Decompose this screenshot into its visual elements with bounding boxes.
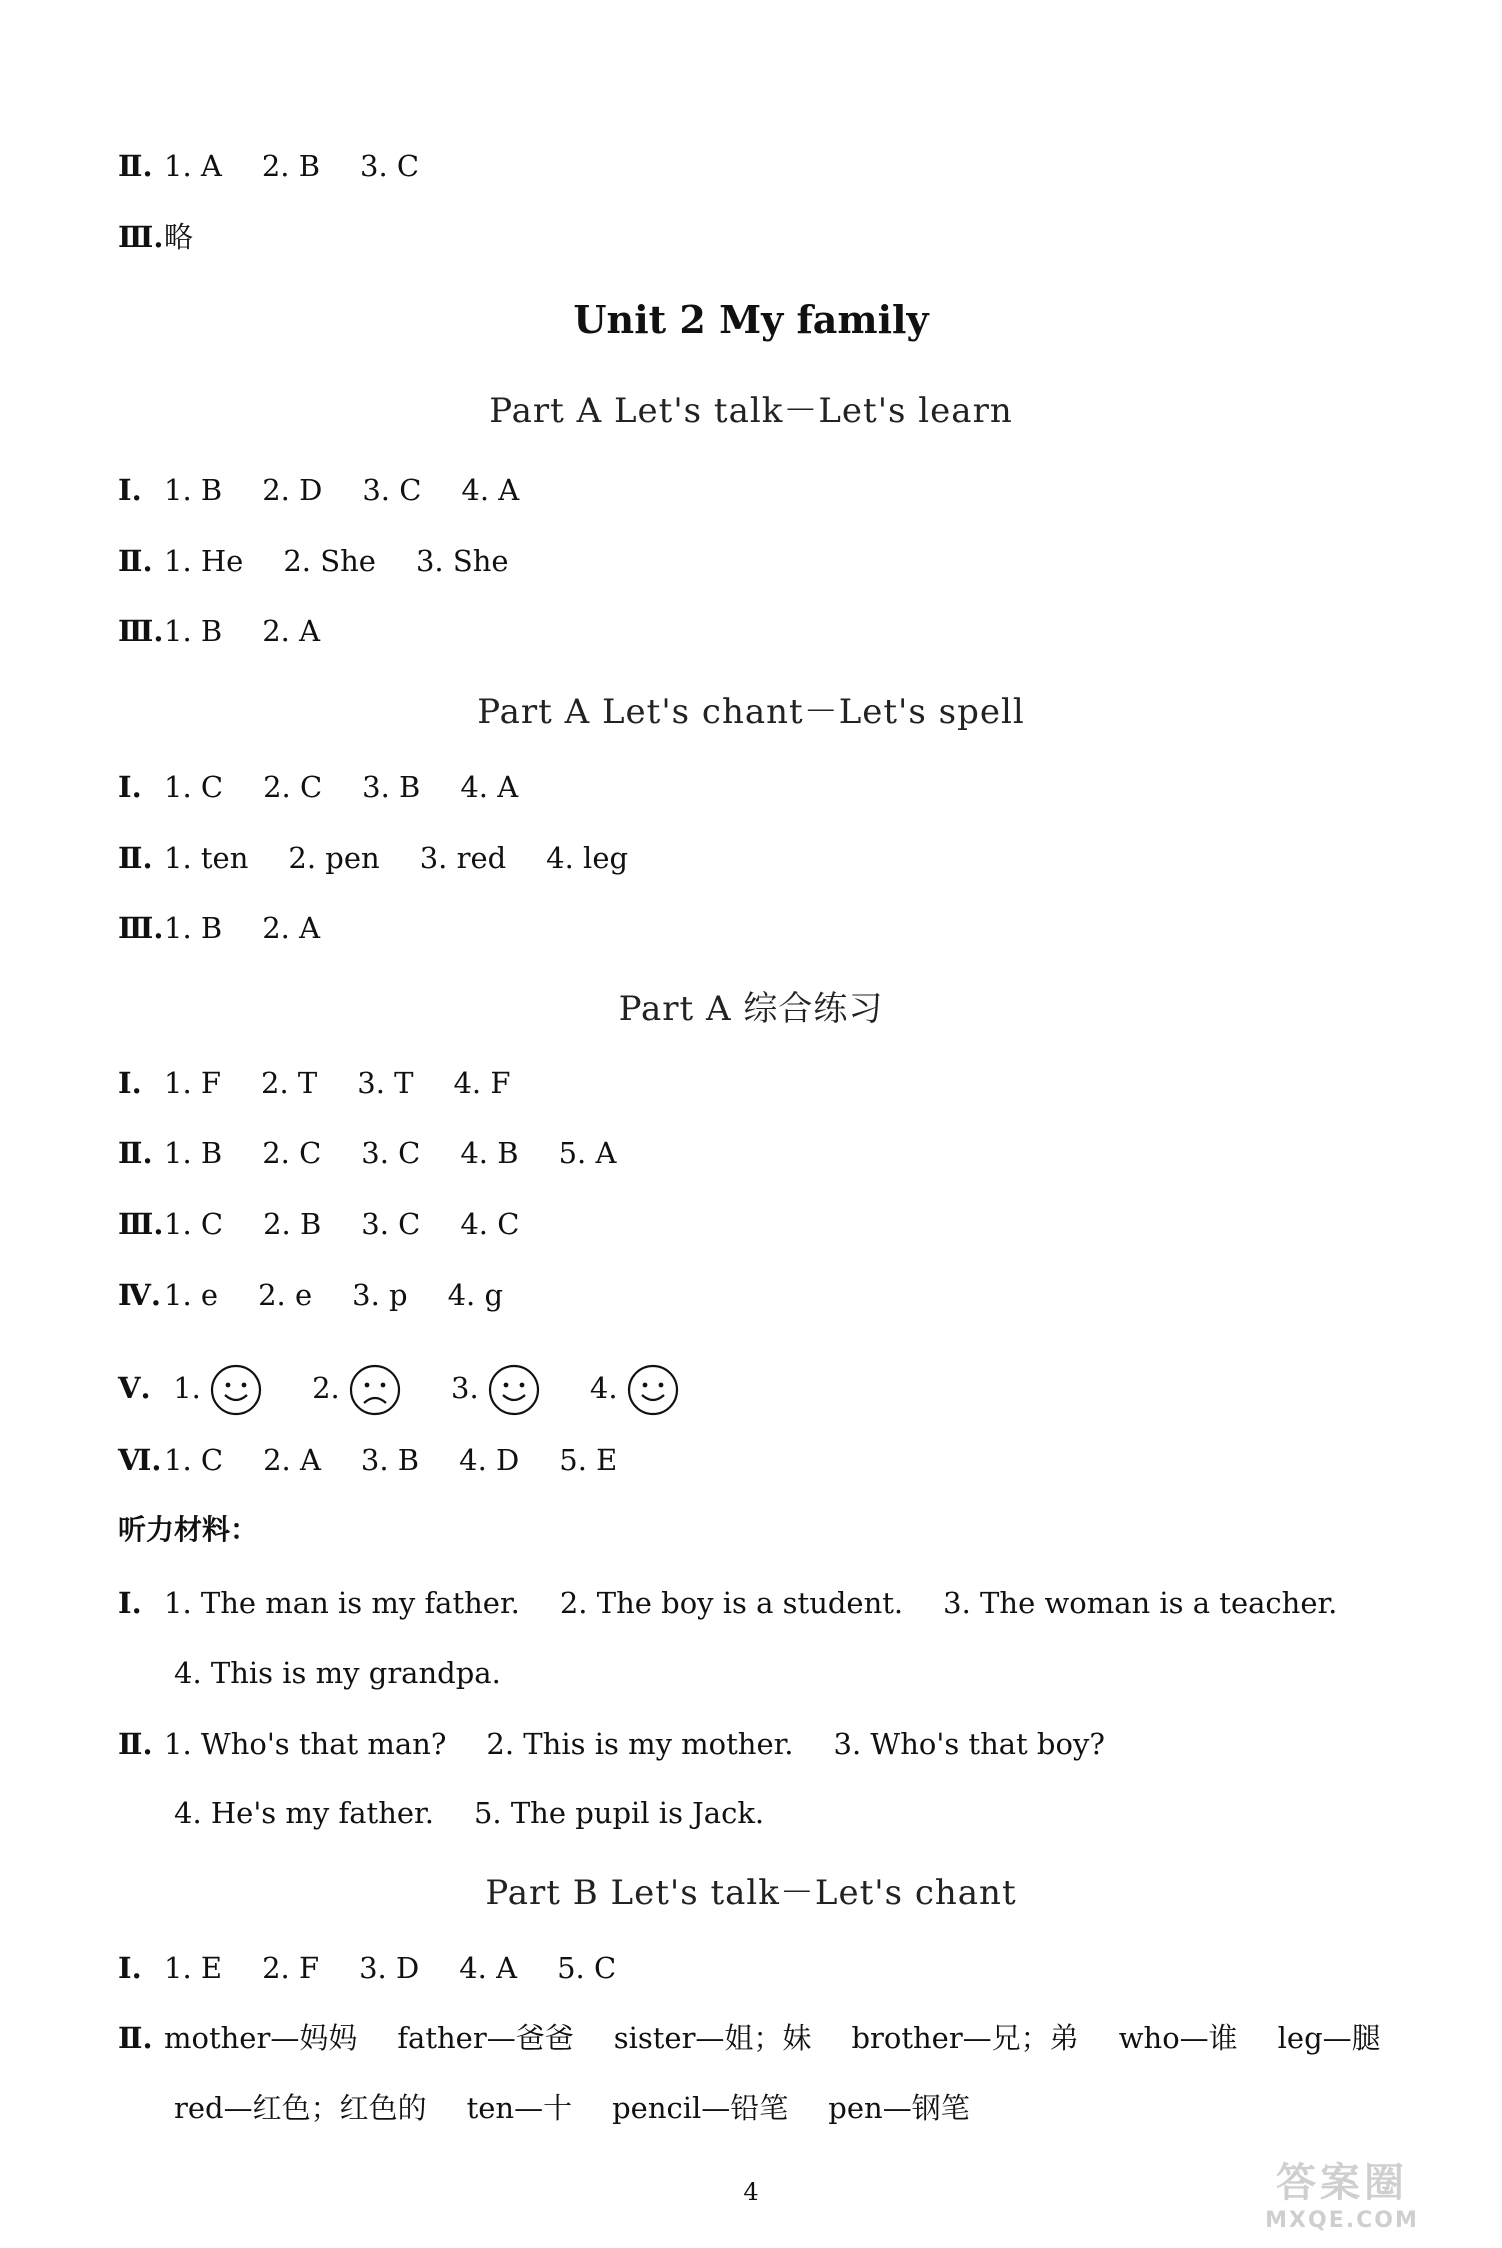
vocab-pair: brother—兄；弟 — [851, 2021, 1079, 2055]
answer-label: 3. — [451, 1371, 479, 1405]
section-numeral: Ⅲ. — [118, 911, 164, 945]
part-a-talk-line-1 — [118, 470, 519, 510]
part-a-talk-title: Part A Let's talk－Let's learn — [489, 391, 1013, 431]
answer: 2. A — [262, 911, 321, 945]
vocab-pair: mother—妈妈 — [164, 2021, 358, 2055]
answer: 4. A — [459, 1951, 518, 1985]
answer: 3. p — [352, 1278, 408, 1312]
listening-sentence: 1. Who's that man? — [164, 1727, 447, 1761]
part-b-line-2 — [118, 2018, 1381, 2058]
part-a-chant-title: Part A Let's chant－Let's spell — [477, 692, 1025, 732]
face-answer-1 — [173, 1363, 263, 1417]
answer: 1. B — [164, 911, 223, 945]
answer: 1. E — [164, 1951, 223, 1985]
answer-label: 1. — [173, 1371, 201, 1405]
answer: 3. D — [359, 1951, 420, 1985]
answer: 4. C — [460, 1207, 520, 1241]
listening-sentence: 3. The woman is a teacher. — [943, 1586, 1338, 1620]
answer: 4. A — [461, 473, 520, 507]
section-numeral: Ⅱ. — [118, 2021, 153, 2055]
face-answer-4 — [590, 1363, 680, 1417]
section-numeral: Ⅰ. — [118, 1951, 142, 1985]
answer: 略 — [164, 220, 194, 254]
answer: 2. A — [262, 614, 321, 648]
answer: 1. B — [164, 1136, 223, 1170]
section-numeral: Ⅰ. — [118, 770, 142, 804]
answer: 5. E — [559, 1443, 618, 1477]
vocab-pair: ten—十 — [466, 2091, 573, 2125]
listening-sentence: 5. The pupil is Jack. — [473, 1796, 765, 1830]
page-number: 4 — [743, 2178, 759, 2206]
answer: 1. F — [164, 1066, 222, 1100]
part-a-review-title: Part A 综合练习 — [618, 989, 884, 1029]
part-a-chant-line-2 — [118, 838, 628, 878]
part-a-review-line-6 — [118, 1440, 617, 1480]
section-numeral: Ⅲ. — [118, 614, 164, 648]
part-a-review-line-2 — [118, 1133, 616, 1173]
part-a-review-faces-line — [118, 1363, 680, 1417]
part-b-title: Part B Let's talk－Let's chant — [485, 1873, 1017, 1913]
listening-sentence: 2. This is my mother. — [486, 1727, 794, 1761]
answer-label: 4. — [589, 1371, 618, 1405]
answer: 3. C — [360, 149, 420, 183]
answer: 2. e — [258, 1278, 313, 1312]
answer-label: 2. — [312, 1371, 340, 1405]
smiley-face-icon — [209, 1363, 263, 1417]
answer: 3. T — [357, 1066, 414, 1100]
answer: 1. e — [164, 1278, 219, 1312]
listening-sentence: 2. The boy is a student. — [559, 1586, 904, 1620]
answer: 1. He — [164, 544, 244, 578]
answer: 1. C — [164, 1443, 224, 1477]
answer: 2. A — [263, 1443, 321, 1477]
answer: 2. T — [261, 1066, 318, 1100]
intro-line-2 — [118, 146, 419, 186]
answer: 3. B — [360, 1443, 420, 1477]
section-numeral: Ⅰ. — [118, 1586, 142, 1620]
answer: 2. D — [262, 473, 323, 507]
listening-sentence: 4. This is my grandpa. — [174, 1656, 501, 1690]
intro-line-3 — [118, 217, 193, 257]
answer: 1. B — [164, 473, 223, 507]
part-a-chant-line-3 — [118, 908, 320, 948]
answer: 1. C — [164, 1207, 224, 1241]
answer: 4. leg — [546, 841, 629, 875]
listening-sec2-row1 — [118, 1724, 1105, 1764]
section-numeral: Ⅲ. — [118, 1207, 164, 1241]
answer: 5. A — [558, 1136, 617, 1170]
section-numeral: Ⅱ. — [118, 149, 153, 183]
answer: 3. C — [361, 1207, 421, 1241]
part-a-review-line-3 — [118, 1204, 519, 1244]
answer: 4. A — [460, 770, 519, 804]
answer: 3. C — [362, 473, 422, 507]
answer: 1. B — [164, 614, 223, 648]
answer: 3. She — [415, 544, 509, 578]
smiley-face-icon — [626, 1363, 680, 1417]
answer: 1. ten — [164, 841, 249, 875]
section-numeral: Ⅱ. — [118, 544, 153, 578]
listening-sentence: 1. The man is my father. — [164, 1586, 520, 1620]
vocab-pair: father—爸爸 — [397, 2021, 574, 2055]
answer: 2. pen — [288, 841, 380, 875]
answer: 2. C — [263, 770, 323, 804]
part-a-talk-line-2 — [118, 541, 509, 581]
vocab-pair: leg—腿 — [1277, 2021, 1381, 2055]
part-a-review-line-1 — [118, 1063, 511, 1103]
part-a-review-line-4 — [118, 1275, 503, 1315]
smiley-face-icon — [487, 1363, 541, 1417]
listening-sentence: 4. He's my father. — [174, 1796, 434, 1830]
answer: 3. B — [362, 770, 421, 804]
answer: 4. g — [447, 1278, 504, 1312]
section-numeral: Ⅱ. — [118, 1136, 153, 1170]
answer: 1. A — [164, 149, 222, 183]
answer: 2. C — [262, 1136, 322, 1170]
answer: 5. C — [557, 1951, 617, 1985]
answer: 1. C — [164, 770, 224, 804]
watermark-url: MXQE.COM — [1265, 2208, 1419, 2233]
section-numeral: Ⅱ. — [118, 841, 153, 875]
section-numeral: Ⅵ. — [118, 1443, 162, 1477]
section-numeral: Ⅳ. — [118, 1278, 162, 1312]
listening-sentence: 3. Who's that boy? — [833, 1727, 1105, 1761]
unit-title: Unit 2 My family — [573, 297, 929, 342]
section-numeral: Ⅲ. — [118, 220, 164, 254]
vocab-pair: pencil—铅笔 — [612, 2091, 789, 2125]
answer: 4. B — [460, 1136, 519, 1170]
listening-sec1-row1 — [118, 1583, 1337, 1623]
vocab-pair: who—谁 — [1118, 2021, 1238, 2055]
answer: 4. F — [453, 1066, 511, 1100]
vocab-pair: pen—钢笔 — [828, 2091, 970, 2125]
part-a-talk-line-3 — [118, 611, 320, 651]
section-numeral: Ⅰ. — [118, 1066, 142, 1100]
answer: 2. B — [263, 1207, 322, 1241]
part-b-line-1 — [118, 1948, 616, 1988]
section-numeral: Ⅱ. — [118, 1727, 153, 1761]
vocab-pair: sister—姐；妹 — [613, 2021, 812, 2055]
answer: 2. She — [283, 544, 376, 578]
watermark-logo — [1212, 2158, 1472, 2238]
section-numeral: Ⅴ. — [118, 1371, 151, 1405]
part-a-chant-line-1 — [118, 767, 518, 807]
listening-sec1-row2 — [174, 1653, 501, 1693]
answer: 4. D — [459, 1443, 520, 1477]
part-b-line-3 — [174, 2088, 970, 2128]
listening-sec2-row2 — [174, 1793, 764, 1833]
answer: 3. red — [419, 841, 507, 875]
sad-face-icon — [348, 1363, 402, 1417]
answer: 2. F — [262, 1951, 320, 1985]
vocab-pair: red—红色；红色的 — [174, 2091, 427, 2125]
answer: 3. C — [361, 1136, 421, 1170]
section-numeral: Ⅰ. — [118, 473, 142, 507]
face-answer-2 — [312, 1363, 402, 1417]
listening-label: 听力材料： — [118, 1513, 259, 1546]
face-answer-3 — [451, 1363, 541, 1417]
watermark-logo-text: 答案圈 — [1276, 2160, 1408, 2206]
answer: 2. B — [261, 149, 321, 183]
